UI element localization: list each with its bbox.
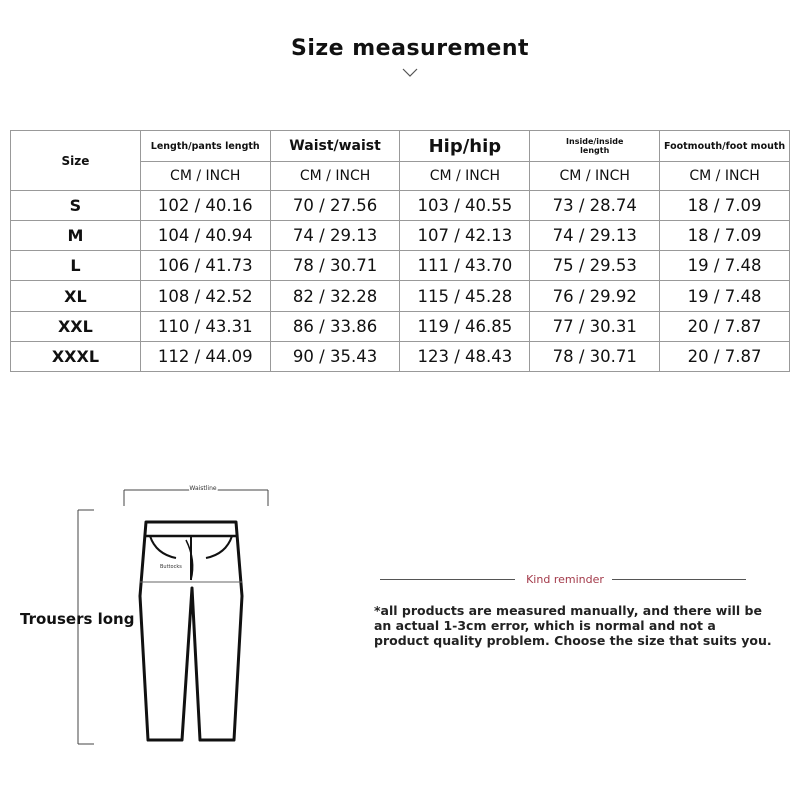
unit-cell: CM / INCH [140,162,270,191]
foot-cell: 20 / 7.87 [660,341,790,371]
length-cell: 104 / 40.94 [140,221,270,251]
unit-cell: CM / INCH [660,162,790,191]
size-cell: M [11,221,141,251]
waistline-label: Waistline [189,485,217,492]
foot-cell: 18 / 7.09 [660,191,790,221]
unit-cell: CM / INCH [270,162,400,191]
hip-cell: 103 / 40.55 [400,191,530,221]
size-cell: XXXL [11,341,141,371]
chevron-down-icon [402,68,418,78]
trousers-long-label: Trousers long [20,610,135,628]
size-cell: XL [11,281,141,311]
header-size: Size [11,131,141,191]
foot-cell: 18 / 7.09 [660,221,790,251]
reminder-title: Kind reminder [526,573,604,586]
unit-cell: CM / INCH [530,162,660,191]
size-table [10,130,790,372]
inside-cell: 77 / 30.31 [530,311,660,341]
inside-cell: 74 / 29.13 [530,221,660,251]
hip-cell: 107 / 42.13 [400,221,530,251]
header-inside-line2: length [580,146,610,155]
waist-cell: 86 / 33.86 [270,311,400,341]
length-cell: 112 / 44.09 [140,341,270,371]
waist-cell: 70 / 27.56 [270,191,400,221]
length-cell: 102 / 40.16 [140,191,270,221]
reminder-text: *all products are measured manually, and there will be an actual 1-3cm error, which is normal and not a product quality problem. Choose the size that suits you. [374,603,772,648]
foot-cell: 19 / 7.48 [660,251,790,281]
unit-cell: CM / INCH [400,162,530,191]
page-title: Size measurement [290,36,529,61]
trousers-icon [140,522,242,740]
inside-cell: 73 / 28.74 [530,191,660,221]
table-row [11,221,790,251]
divider [380,579,515,580]
table-row [11,251,790,281]
header-hip: Hip/hip [400,131,530,162]
foot-cell: 20 / 7.87 [660,311,790,341]
header-inside-line1: Inside/inside [566,137,624,146]
header-length: Length/pants length [140,131,270,162]
size-cell: S [11,191,141,221]
waist-cell: 90 / 35.43 [270,341,400,371]
header-foot: Footmouth/foot mouth [660,131,790,162]
length-cell: 110 / 43.31 [140,311,270,341]
hip-cell: 111 / 43.70 [400,251,530,281]
inside-cell: 78 / 30.71 [530,341,660,371]
length-cell: 106 / 41.73 [140,251,270,281]
inside-cell: 75 / 29.53 [530,251,660,281]
table-row [11,311,790,341]
length-cell: 108 / 42.52 [140,281,270,311]
hip-cell: 119 / 46.85 [400,311,530,341]
waist-cell: 82 / 32.28 [270,281,400,311]
table-row [11,281,790,311]
hip-cell: 123 / 48.43 [400,341,530,371]
waistline-bracket [124,490,268,506]
divider [612,579,746,580]
waist-cell: 78 / 30.71 [270,251,400,281]
waist-cell: 74 / 29.13 [270,221,400,251]
header-waist: Waist/waist [270,131,400,162]
table-row [11,191,790,221]
inside-cell: 76 / 29.92 [530,281,660,311]
hip-cell: 115 / 45.28 [400,281,530,311]
table-row [11,341,790,371]
foot-cell: 19 / 7.48 [660,281,790,311]
header-inside [530,131,660,162]
size-cell: L [11,251,141,281]
size-cell: XXL [11,311,141,341]
buttocks-label: Buttocks [160,564,182,570]
